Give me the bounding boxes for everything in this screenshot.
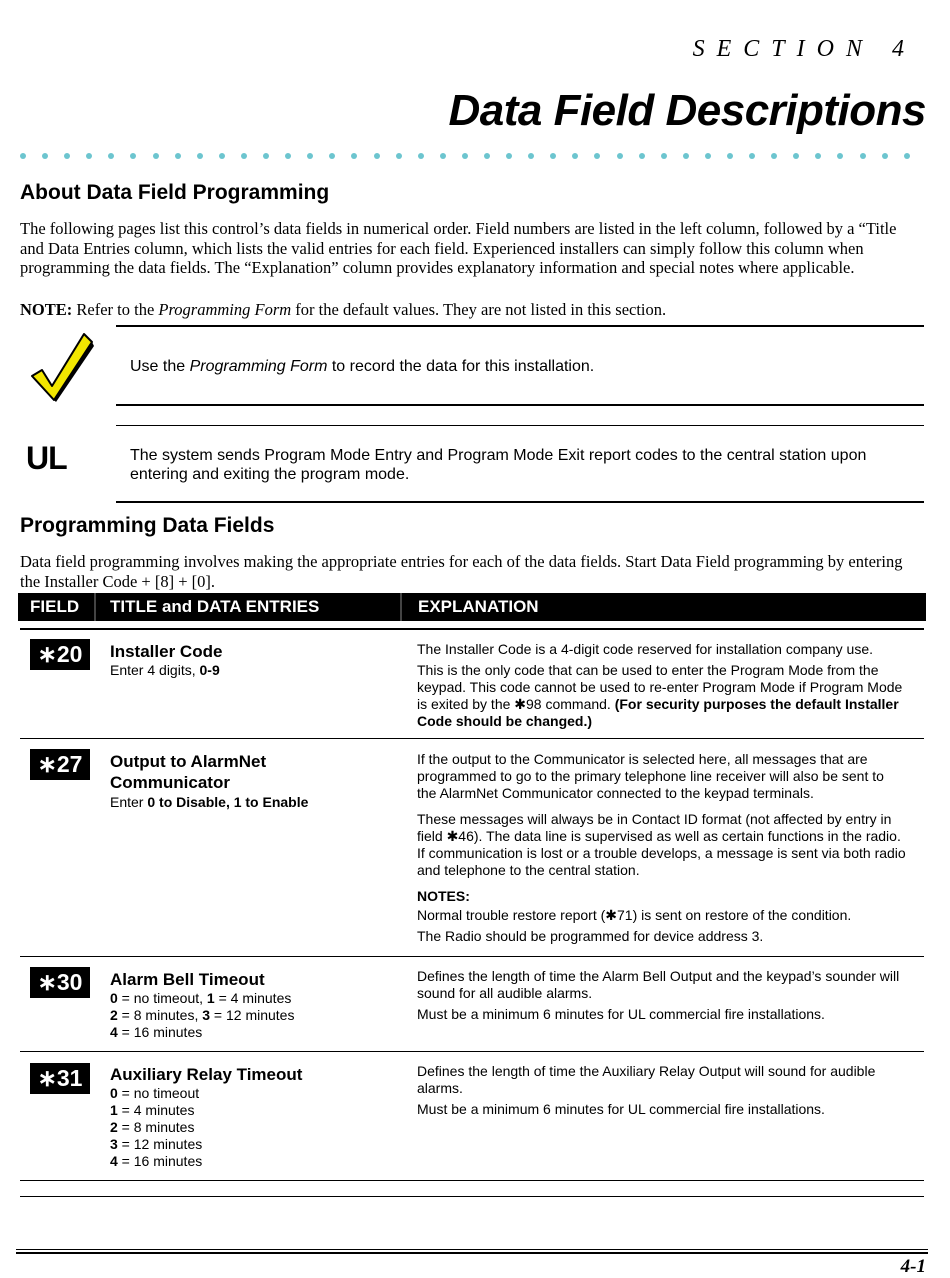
divider-dot xyxy=(705,153,711,159)
divider-dot xyxy=(42,153,48,159)
divider-dot xyxy=(661,153,667,159)
divider-dot xyxy=(197,153,203,159)
row-divider xyxy=(20,1180,924,1181)
ul-note-text: The system sends Program Mode Entry and Program Mode Exit report codes to the central station upon entering and exiting the program mode. xyxy=(130,447,867,483)
header-title-entries: TITLE and DATA ENTRIES xyxy=(110,597,320,616)
checkbox-note-pre: Use the xyxy=(130,358,190,375)
divider-dot xyxy=(462,153,468,159)
entry-line: 3 = 12 minutes xyxy=(110,1136,203,1152)
notes-label: NOTES: xyxy=(417,888,470,904)
explanation-text: This is the only code that can be used to enter the Program Mode from the keypad. This code cannot be used to re-enter Program Mode if Program Mode is exited by the ✱98 command. xyxy=(417,662,903,712)
field-entries xyxy=(110,794,308,811)
field-number-badge: ∗20 xyxy=(30,639,90,670)
field-explanation xyxy=(417,751,907,949)
note-top-rule xyxy=(116,325,924,327)
divider-dot xyxy=(594,153,600,159)
explanation-bold: (For security purposes the default Installer Code should be changed.) xyxy=(417,696,899,729)
divider-dot xyxy=(108,153,114,159)
header-separator xyxy=(94,593,96,621)
header-explanation: EXPLANATION xyxy=(418,597,539,616)
row-divider xyxy=(20,956,924,957)
page-title: Data Field Descriptions xyxy=(448,86,926,135)
explanation-paragraph xyxy=(417,662,907,730)
explanation-paragraph: The Installer Code is a 4-digit code reserved for installation company use. xyxy=(417,641,874,657)
header-separator xyxy=(400,593,402,621)
entry-line: 0 = no timeout xyxy=(110,1085,200,1101)
about-heading: About Data Field Programming xyxy=(20,181,330,204)
field-number-badge: ∗27 xyxy=(30,749,90,780)
dotted-divider xyxy=(20,153,910,161)
note-form-name: Programming Form xyxy=(158,300,292,319)
divider-dot xyxy=(440,153,446,159)
row-divider xyxy=(20,738,924,739)
divider-dot xyxy=(219,153,225,159)
field-entries xyxy=(110,1085,202,1170)
field-number-badge: ∗30 xyxy=(30,967,90,998)
entry-text: Enter xyxy=(110,794,148,810)
checkbox-note-post: to record the data for this installation. xyxy=(327,358,595,375)
divider-dot xyxy=(793,153,799,159)
divider-dot xyxy=(285,153,291,159)
field-title: Auxiliary Relay Timeout xyxy=(110,1065,303,1084)
explanation-paragraph: These messages will always be in Contact ID format (not affected by entry in field ✱46). The data line is supervised as well as certain functions in the radio. If communication is lost or a trouble develops, a message is sent via both radio and telephone to the central station. xyxy=(417,811,906,878)
field-explanation xyxy=(417,641,907,734)
entry-line: 4 = 16 minutes xyxy=(110,1024,203,1040)
field-title: Installer Code xyxy=(110,642,223,661)
field-title: Alarm Bell Timeout xyxy=(110,970,265,989)
explanation-paragraph: Defines the length of time the Auxiliary Relay Output will sound for audible alarms. xyxy=(417,1063,876,1096)
divider-dot xyxy=(153,153,159,159)
divider-dot xyxy=(241,153,247,159)
divider-dot xyxy=(683,153,689,159)
note-item: The Radio should be programmed for device address 3. xyxy=(417,928,764,944)
header-field: FIELD xyxy=(30,597,80,616)
ul-logo: UL xyxy=(26,440,67,476)
explanation-paragraph: Must be a minimum 6 minutes for UL commercial fire installations. xyxy=(417,1101,825,1117)
entry-line: 2 = 8 minutes xyxy=(110,1119,195,1135)
entry-line: 1 = 4 minutes xyxy=(110,1102,195,1118)
divider-dot xyxy=(837,153,843,159)
note-mid-rule-2 xyxy=(116,425,924,426)
divider-dot xyxy=(815,153,821,159)
entry-line: 4 = 16 minutes xyxy=(110,1153,203,1169)
divider-dot xyxy=(307,153,313,159)
divider-dot xyxy=(175,153,181,159)
checkbox-note-form: Programming Form xyxy=(189,358,328,375)
divider-dot xyxy=(396,153,402,159)
divider-dot xyxy=(86,153,92,159)
note-pre: Refer to the xyxy=(72,300,159,319)
entry-text: Enter 4 digits, xyxy=(110,662,200,678)
divider-dot xyxy=(528,153,534,159)
page-number: 4-1 xyxy=(900,1256,926,1277)
divider-dot xyxy=(20,153,26,159)
divider-dot xyxy=(860,153,866,159)
divider-dot xyxy=(882,153,888,159)
table-bottom-rule xyxy=(20,1196,924,1197)
checkmark-icon xyxy=(28,330,98,409)
field-explanation xyxy=(417,1063,907,1122)
row-divider xyxy=(20,1051,924,1052)
note-item: Normal trouble restore report (✱71) is sent on restore of the condition. xyxy=(417,907,852,923)
field-number-badge: ∗31 xyxy=(30,1063,90,1094)
divider-dot xyxy=(506,153,512,159)
programming-heading: Programming Data Fields xyxy=(20,514,275,537)
divider-dot xyxy=(64,153,70,159)
divider-dot xyxy=(749,153,755,159)
divider-dot xyxy=(617,153,623,159)
entry-line: 2 = 8 minutes, 3 = 12 minutes xyxy=(110,1007,295,1023)
footer-rule-top xyxy=(16,1249,928,1250)
explanation-paragraph: Must be a minimum 6 minutes for UL commercial fire installations. xyxy=(417,1006,825,1022)
footer-rule-bottom xyxy=(16,1252,928,1254)
note-bottom-rule xyxy=(116,501,924,503)
field-entries xyxy=(110,662,220,679)
field-title: Output to AlarmNet Communicator xyxy=(110,752,267,792)
section-label: SECTION 4 xyxy=(692,36,916,62)
about-paragraph: The following pages list this control’s data fields in numerical order. Field numbers are listed in the left column, followed by a “Title and Data Entries column, which lists the valid entries for each field. Experienced installers can simply follow this column when programming the data fields. The “Explanation” column provides explanatory information and special notes where applicable. xyxy=(20,219,897,277)
divider-dot xyxy=(727,153,733,159)
divider-dot xyxy=(771,153,777,159)
divider-dot xyxy=(418,153,424,159)
divider-dot xyxy=(572,153,578,159)
explanation-paragraph: If the output to the Communicator is selected here, all messages that are programmed to go to the primary telephone line receiver will also be sent to the AlarmNet Communicator connected to the keypad terminals. xyxy=(417,751,884,801)
divider-dot xyxy=(639,153,645,159)
table-top-rule xyxy=(20,628,924,630)
divider-dot xyxy=(263,153,269,159)
divider-dot xyxy=(329,153,335,159)
divider-dot xyxy=(484,153,490,159)
about-note xyxy=(20,300,910,320)
note-post: for the default values. They are not listed in this section. xyxy=(291,300,667,319)
table-header xyxy=(18,593,926,621)
entry-value: 0-9 xyxy=(199,662,220,678)
entry-value: 0 to Disable, 1 to Enable xyxy=(147,794,309,810)
checkbox-note-text xyxy=(130,357,594,376)
divider-dot xyxy=(550,153,556,159)
field-entries xyxy=(110,990,294,1041)
field-explanation xyxy=(417,968,907,1027)
divider-dot xyxy=(904,153,910,159)
entry-line: 0 = no timeout, 1 = 4 minutes xyxy=(110,990,292,1006)
note-mid-rule-1 xyxy=(116,404,924,406)
explanation-paragraph: Defines the length of time the Alarm Bell Output and the keypad’s sounder will sound for all audible alarms. xyxy=(417,968,900,1001)
divider-dot xyxy=(374,153,380,159)
divider-dot xyxy=(351,153,357,159)
divider-dot xyxy=(130,153,136,159)
programming-paragraph: Data field programming involves making the appropriate entries for each of the data fields. Start Data Field programming by entering the Installer Code + [8] + [0]. xyxy=(20,552,903,591)
note-label: NOTE: xyxy=(20,300,73,319)
